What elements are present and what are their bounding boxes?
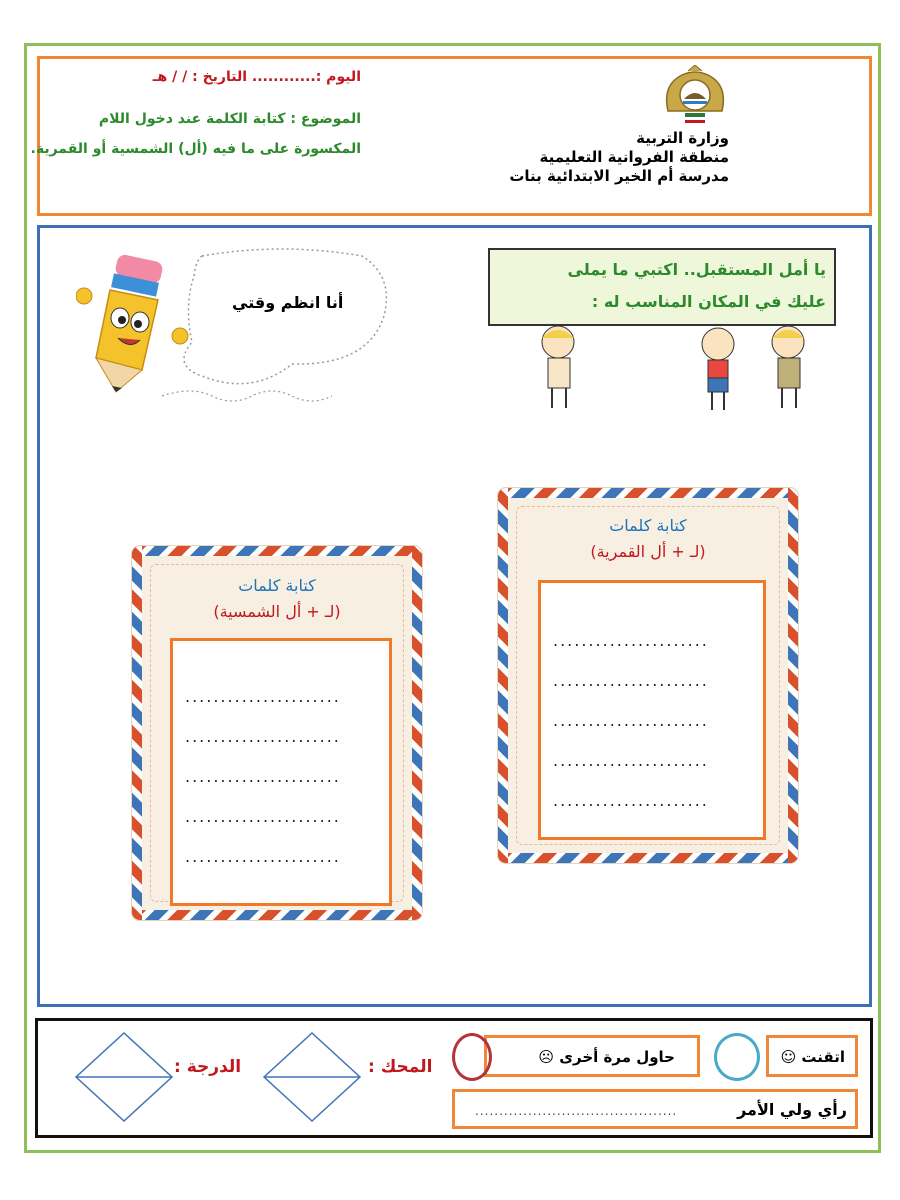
grade-diamond[interactable] xyxy=(74,1031,174,1123)
writing-area[interactable] xyxy=(170,638,392,906)
banner-line-1: يا أمل المستقبل.. اكتبي ما يملى xyxy=(567,260,826,279)
main-box xyxy=(37,225,872,1007)
writing-line[interactable]: ...................... xyxy=(185,727,341,746)
topic-line-1: الموضوع : كتابة الكلمة عند دخول اللام xyxy=(98,111,361,127)
card-title: كتابة كلمات xyxy=(238,576,316,595)
parent-opinion-line[interactable]: .......................................... xyxy=(475,1104,678,1118)
card-subtitle: (لـ + أل القمرية) xyxy=(590,542,706,561)
writing-line[interactable]: ...................... xyxy=(185,767,341,786)
grade-label: الدرجة : xyxy=(174,1057,242,1077)
speech-bubble xyxy=(132,246,392,426)
instruction-banner xyxy=(488,248,836,326)
mastered-label: اتقنت ☺ xyxy=(780,1048,845,1066)
writing-line[interactable]: ...................... xyxy=(185,687,341,706)
writing-line[interactable]: ...................... xyxy=(553,791,709,810)
card-qamari xyxy=(498,488,798,863)
parent-opinion-label: رأي ولي الأمر xyxy=(737,1100,847,1119)
ministry-name: وزارة التربية xyxy=(636,129,729,147)
card-subtitle: (لـ + أل الشمسية) xyxy=(213,602,341,621)
topic-line-2: المكسورة على ما فيه (أل) الشمسية أو القمرية. xyxy=(30,141,361,157)
region-name: منطقة الفروانية التعليمية xyxy=(539,148,729,166)
header-box xyxy=(30,56,872,216)
try-again-circle[interactable] xyxy=(452,1033,492,1081)
writing-line[interactable]: ...................... xyxy=(553,751,709,770)
criterion-diamond[interactable] xyxy=(262,1031,362,1123)
try-again-label: حاول مرة أخرى ☹ xyxy=(538,1048,675,1066)
ministry-emblem-icon xyxy=(660,65,730,131)
card-title: كتابة كلمات xyxy=(609,516,687,535)
footer-box xyxy=(35,1018,873,1138)
bubble-text: أنا انظم وقتي xyxy=(232,293,344,312)
children-illustration-icon xyxy=(510,324,830,416)
writing-line[interactable]: ...................... xyxy=(185,807,341,826)
writing-area[interactable] xyxy=(538,580,766,840)
writing-line[interactable]: ...................... xyxy=(553,671,709,690)
card-shamsi xyxy=(132,546,422,920)
writing-line[interactable]: ...................... xyxy=(553,711,709,730)
mastered-circle[interactable] xyxy=(714,1033,760,1081)
parent-opinion-box xyxy=(452,1089,858,1129)
mastered-box xyxy=(766,1035,858,1077)
date-line: اليوم :............ التاريخ : / / هـ xyxy=(152,69,361,85)
school-name: مدرسة أم الخير الابتدائية بنات xyxy=(509,167,729,185)
writing-line[interactable]: ...................... xyxy=(553,631,709,650)
writing-line[interactable]: ...................... xyxy=(185,847,341,866)
try-again-box xyxy=(484,1035,700,1077)
criterion-label: المحك : xyxy=(368,1057,433,1077)
banner-line-2: عليك في المكان المناسب له : xyxy=(591,292,826,311)
